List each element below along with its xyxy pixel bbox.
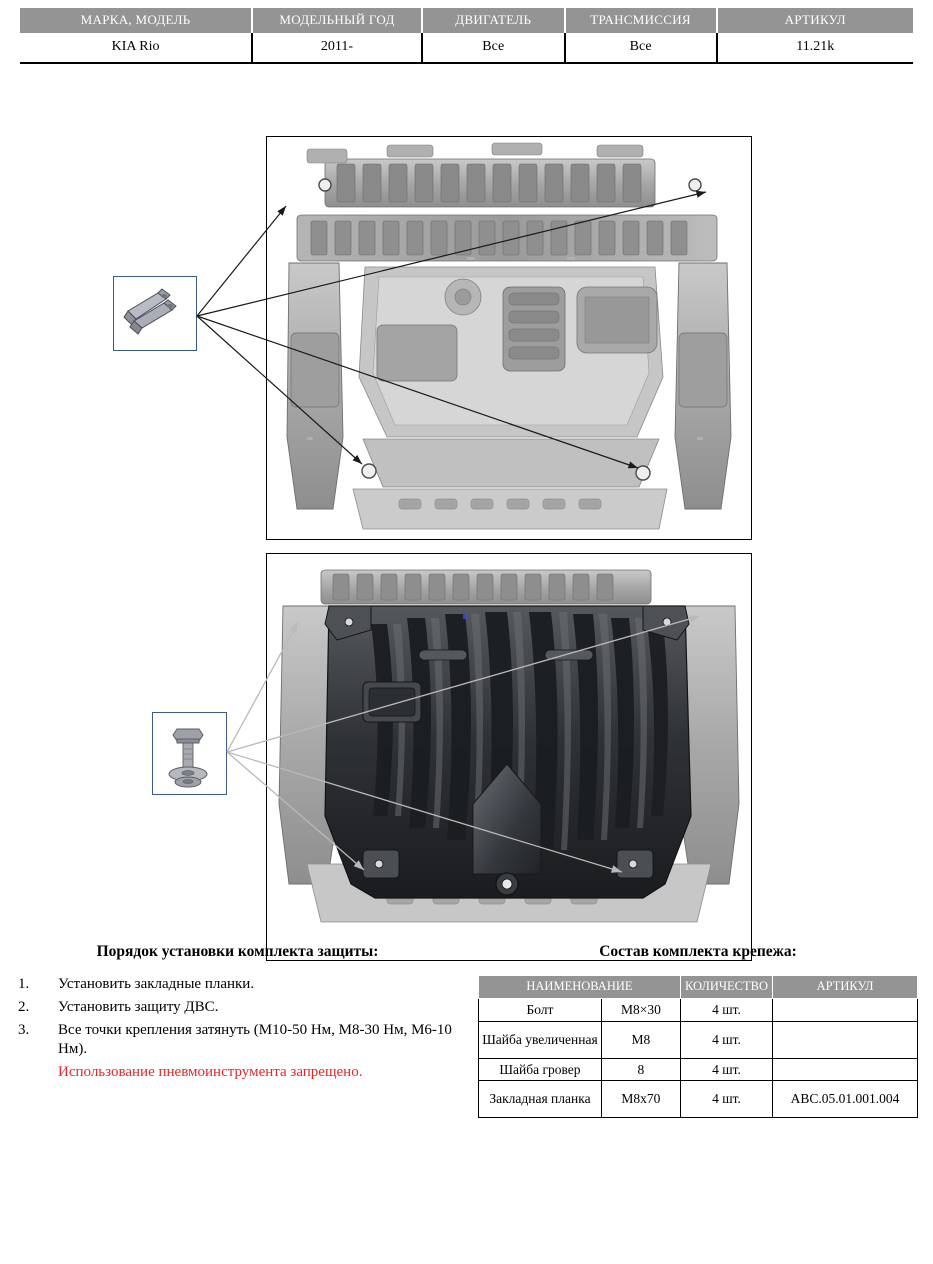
cell-brand-model: KIA Rio [20, 33, 252, 63]
col-header-engine: ДВИГАТЕЛЬ [422, 8, 565, 33]
bracket-plate-callout [113, 276, 197, 351]
table-row [479, 1021, 918, 1058]
col-header-transmission: ТРАНСМИССИЯ [565, 8, 717, 33]
list-item-warning [10, 1063, 465, 1083]
cell-transmission: Все [565, 33, 717, 63]
table-row [479, 999, 918, 1022]
install-order-block [10, 943, 465, 1086]
install-steps-list [10, 975, 465, 1083]
fastener-kit-title: Состав комплекта крепежа: [599, 943, 797, 960]
document-page [0, 8, 933, 1208]
step-number: 3. [18, 1021, 30, 1038]
underbody-illustration [267, 137, 751, 539]
install-order-title: Порядок установки комплекта защиты: [96, 943, 379, 960]
list-item [10, 1021, 465, 1061]
col-header-brand-model: МАРКА, МОДЕЛЬ [20, 8, 252, 33]
part-name: Закладная планка [479, 1081, 602, 1118]
part-size: М8 [601, 1021, 680, 1058]
bolt-washer-callout [152, 712, 227, 795]
pneumatic-tool-warning: Использование пневмоинструмента запрещено. [58, 1064, 363, 1081]
step-text: Все точки крепления затянуть (М10-50 Нм, М8-30 Нм, М6-10 Нм). [58, 1021, 452, 1058]
fastener-kit-block [478, 943, 918, 1118]
part-code [773, 999, 918, 1022]
cell-article: 11.21k [717, 33, 914, 63]
part-name: Болт [479, 999, 602, 1022]
list-item [10, 998, 465, 1018]
list-item [10, 975, 465, 995]
part-qty: 4 шт. [680, 1021, 772, 1058]
engine-shield-illustration [267, 554, 751, 960]
col-header-article: АРТИКУЛ [773, 976, 918, 999]
bolt-washer-icon [153, 713, 224, 792]
part-size: М8×30 [601, 999, 680, 1022]
fastener-kit-table [478, 975, 918, 1118]
col-header-model-year: МОДЕЛЬНЫЙ ГОД [252, 8, 422, 33]
part-qty: 4 шт. [680, 1058, 772, 1081]
col-header-name: НАИМЕНОВАНИЕ [479, 976, 681, 999]
vehicle-spec-table [20, 8, 913, 64]
step-number: 1. [18, 976, 30, 992]
part-size: М8х70 [601, 1081, 680, 1118]
part-qty: 4 шт. [680, 999, 772, 1022]
table-row [479, 1081, 918, 1118]
part-code [773, 1058, 918, 1081]
engine-shield-photo [266, 553, 752, 961]
part-code: АВС.05.01.001.004 [773, 1081, 918, 1118]
step-text: Установить защиту ДВС. [58, 998, 219, 1015]
part-qty: 4 шт. [680, 1081, 772, 1118]
bracket-plate-icon [114, 277, 194, 348]
table-header-row [479, 976, 918, 999]
cell-model-year: 2011- [252, 33, 422, 63]
step-text: Установить закладные планки. [58, 976, 255, 992]
table-header-row [20, 8, 913, 33]
step-number: 2. [18, 998, 30, 1015]
table-row [479, 1058, 918, 1081]
part-code [773, 1021, 918, 1058]
part-name: Шайба гровер [479, 1058, 602, 1081]
part-name: Шайба увеличенная [479, 1021, 602, 1058]
table-row [20, 33, 913, 63]
col-header-article: АРТИКУЛ [717, 8, 914, 33]
cell-engine: Все [422, 33, 565, 63]
vehicle-underbody-photo [266, 136, 752, 540]
col-header-quantity: КОЛИЧЕСТВО [680, 976, 772, 999]
part-size: 8 [601, 1058, 680, 1081]
